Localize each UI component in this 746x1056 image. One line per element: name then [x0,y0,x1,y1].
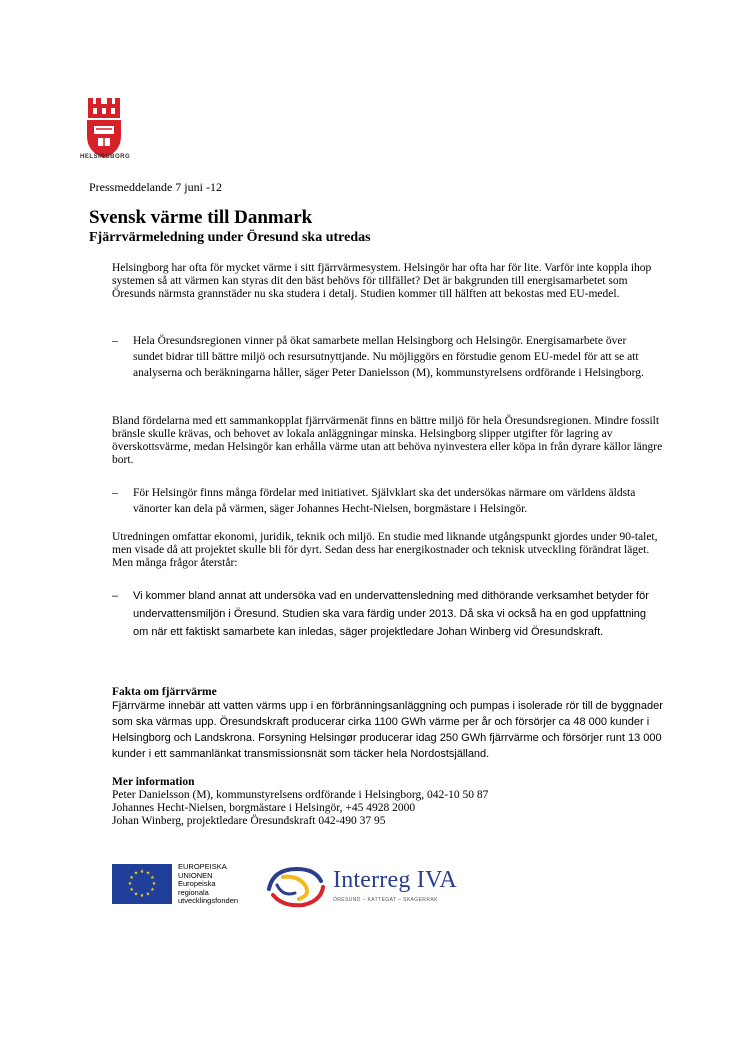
page-subtitle: Fjärrvärmeledning under Öresund ska utredas [89,230,371,245]
svg-text:★: ★ [133,870,139,877]
svg-text:★: ★ [133,891,139,898]
svg-text:★: ★ [150,887,155,893]
svg-text:★: ★ [129,875,134,881]
interreg-tagline: ÖRESUND – KATTEGAT – SKAGERRAK [333,897,438,903]
intro-paragraph: Helsingborg har ofta för mycket värme i sitt fjärrvärmesystem. Helsingör har ofta har för lite. Varför inte koppla ihop systemen så att värmen kan styras dit den bäst behövs för tillfället? Det är bakgrunden till energisamarbetet som Öresunds närmsta grannstäder nu ska studera i detalj. Studien kommer till hälften att bekostas med EU-medel. [112,262,652,300]
contact-item: Johannes Hecht-Nielsen, borgmästare i Helsingör, +45 4928 2000 [112,802,416,814]
page-title: Svensk värme till Danmark [89,207,313,228]
eu-text-line: EUROPEISKA [178,862,227,871]
eu-text-line: UNIONEN [178,870,213,880]
quote-text: Vi kommer bland annat att undersöka vad en undervattensledning med dithörande verksamhet betyder för undervattensmiljön i Öresund. Studien ska vara färdig under 2013. Då ska vi också ha en god uppfattning om när ett faktiskt samarbete kan inledas, säger projektledare Johan Winberg vid Öresundskraft. [133,590,649,638]
helsingborg-coat-of-arms-icon [84,96,124,160]
quote-dash: – [112,335,118,347]
interreg-logo-icon [263,863,329,911]
eu-text-line: regionala [178,887,209,897]
contact-heading: Mer information [112,776,195,788]
contact-list [112,789,672,828]
logo-wordmark: HELSINGBORG [80,154,131,160]
quote-text: Hela Öresundsregionen vinner på ökat samarbete mellan Helsingborg och Helsingör. Energisamarbete över sundet bidrar till bättre miljö och resursutnyttjande. Nu möjliggörs en förstudie genom EU-medel för att se att analyserna och beräkningarna håller, säger Peter Danielsson (M), kommunstyrelsens ordförande i Helsingborg. [133,335,644,379]
body-paragraph-study: Utredningen omfattar ekonomi, juridik, teknik och miljö. En studie med liknande utgångspunkt gjordes under 90-talet, men visade då att projektet skulle bli för dyrt. Sedan dess har energikostnader och teknisk utveckling förändrat läget. Men många frågor återstår: [112,531,658,569]
eu-text-line: Europeiska [178,879,216,888]
eu-fund-label [178,863,238,906]
eu-flag-icon [112,864,172,904]
svg-text:★: ★ [127,881,133,887]
quote-dash: – [112,590,119,602]
press-release-date: Pressmeddelande 7 juni -12 [89,180,222,194]
eu-text-line: utvecklingsfonden [178,896,239,905]
quote-dash: – [112,487,118,499]
facts-paragraph: Fjärrvärme innebär att vatten värms upp i en förbränningsanläggning och pumpas i isolerade rör till de byggnader som ska värmas upp. Öresundskraft producerar cirka 1100 GWh värme per år och försörjer ca 48 000 kunder i Helsingborg och Landskrona. Forsyning Helsingør producerar idag 250 GWh fjärrvärme och försörjer runt 13 000 kunder i ett sammanlänkat transmissionsnät som täcker hela Nordostsjälland. [112,700,663,760]
svg-text:★: ★ [139,893,145,899]
svg-text:★: ★ [145,891,151,898]
svg-text:★: ★ [129,887,134,893]
contact-item: Peter Danielsson (M), kommunstyrelsens ordförande i Helsingborg, 042-10 50 87 [112,789,489,801]
svg-text:★: ★ [150,875,155,881]
facts-heading: Fakta om fjärrvärme [112,686,217,698]
quote-text: För Helsingör finns många fördelar med initiativet. Självklart ska det undersökas närmare om världens äldsta vänorter kan dela på värmen, säger Johannes Hecht-Nielsen, borgmästare i Helsingör. [133,487,636,515]
svg-text:★: ★ [139,869,145,875]
svg-text:★: ★ [151,881,157,887]
interreg-wordmark: Interreg IVA [333,867,457,893]
contact-item: Johan Winberg, projektledare Öresundskraft 042-490 37 95 [112,815,386,827]
svg-text:★: ★ [145,870,151,877]
body-paragraph-benefits: Bland fördelarna med ett sammankopplat fjärrvärmenät finns en bättre miljö för hela Öresundsregionen. Mindre fossilt bränsle skulle krävas, och behovet av lokala anläggningar minska. Helsingborg slipper utgifter för lagring av överskottsvärme, medan Helsingör kan erhålla värme utan att behöva nyinvestera eller köpa in från dyrare källor längre bort. [112,415,663,466]
